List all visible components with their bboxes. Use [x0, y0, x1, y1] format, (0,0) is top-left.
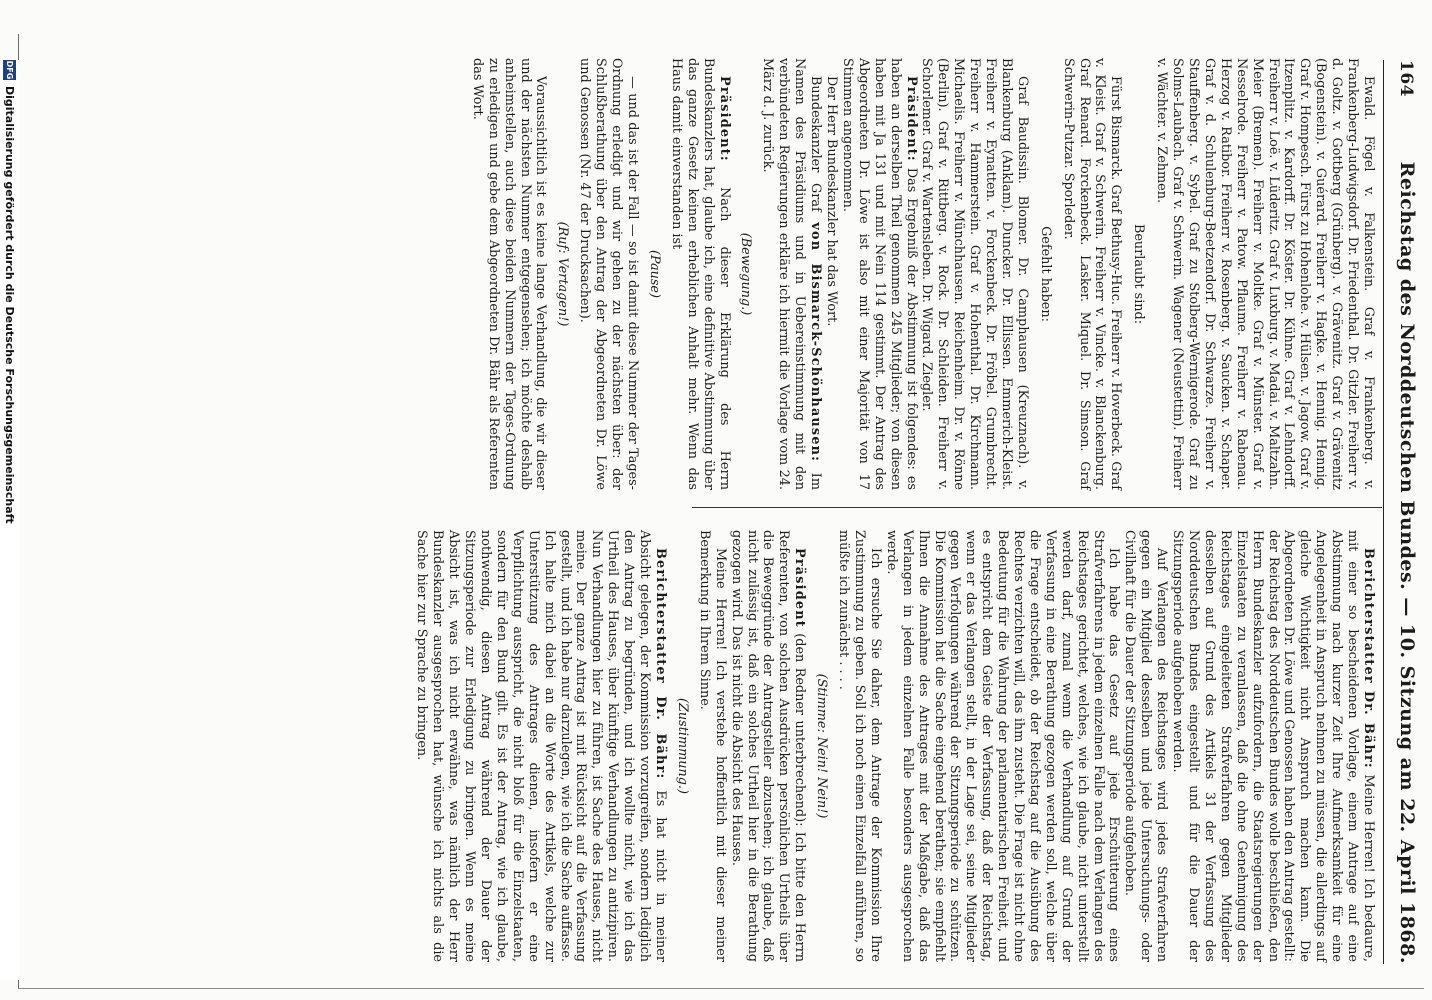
referent-intro-paragraph: Voraussichtlich ist es keine lange Verhandlung, die wir dieser und der nächsten Nummer entgegensehen; ich möchte deshalb anheimstellen, auch diese beiden Nummern der Tages-Ordnung zu erledigen und gebe dem Abgeordneten Dr. Bähr als Referenten das Wort.: [469, 58, 549, 490]
stage-direction: (Bewegung.): [738, 232, 754, 316]
stage-direction: (Stimme: Nein! Nein!): [814, 673, 830, 819]
page-header: [1383, 60, 1418, 964]
stage-direction: (Ruf: Vertagen!): [555, 221, 571, 327]
stage-direction: (Pause): [646, 249, 662, 299]
speaker-reporter: Berichterstatter Dr. Bähr:: [653, 548, 669, 780]
speaker-reporter: Berichterstatter Dr. Bähr:: [1361, 548, 1376, 769]
speaker-president: Präsident: [792, 548, 808, 628]
vote-names-list: Ewald. Fögel v. Falkenstein. Graf v. Frankenberg. v. Frankenberg-Ludwigsdorf. Dr. Friedenthal. Dr. Gitzler. Freiherr v. d. Goltz. v. Gottberg (Grünberg). v. Grävenitz. Graf v. Grävenitz (Bogenstein). v. Guérard. Freiherr v. Hagke. v. Hennig. Hennig. Graf v. Hompesch. Fürst zu Hohenlohe. v. Hülsen. v. Jagow. Graf v. Itzenplitz. v. Kardorff. Dr. Köster. Dr. Kühne. Graf v. Lehndorff. Freiherr v. Loë. v. Lüderitz. Graf v. Luxburg. v. Madai. v. Maltzahn. Meier (Bremen). Freiherr v. Moltke. Graf v. Münster. Graf v. Nesselrode. Freiherr v. Patow. Pflaume. Freiherr v. Rabenau. Herzog v. Ratibor. Freiherr v. Rosenberg. v. Saucken. v. Schaper. Graf v. d. Schulenburg-Beetzendorf. Dr. Schwarze. Freiherr v. Stauffenberg. v. Sybel. Graf zu Stolberg-Wernigerode. Graf zu Solms-Laubach. Graf v. Schwerin. Wagener (Neustettin). Freiherr v. Wächter. v. Zehmen.: [1154, 58, 1376, 490]
president-text: Nach dieser Erklärung des Herrn Bundeskanzlers hat, glaube ich, eine definitive Abstimmung über das ganze Gesetz keinen erheblichen Anhalt mehr. Wenn das Haus damit einverstanden ist: [668, 58, 732, 490]
president-interruption-text: (den Redner unterbrechend): Ich bitte den Herrn Referenten, von solchen Ausdrücken persönlichen Urtheils über die Beweggründe der Antragsteller abzusehen; ich glaube, daß nicht zulässig ist, daß ein solches Urtheil hier in die Berathung gezogen wird. Das ist nicht die Absicht des Hauses.: [728, 530, 808, 962]
reporter-text: Meine Herren! Ich bedaure, mit einer so bescheidenen Vorlage, einem Antrage auf eine Abstimmung nach kurzer Zeit Ihre Aufmerksamkeit für eine Angelegenheit in Anspruch nehmen zu müssen, die allerdings auf gleiche Wichtigkeit nicht Anspruch machen kann. Die Abgeordneten Dr. Löwe und Genossen haben den Antrag gestellt: der Reichstag des Norddeutschen Bundes wolle beschließen, den Herrn Bundeskanzler aufzufordern, die Staatsregierungen der Einzelstaaten zu veranlassen, daß die ohne Genehmigung des Reichstages eingeleiteten Strafverfahren gegen Mitglieder desselben auf Grund des Artikels 31 der Verfassung des Norddeutschen Bundes eingestellt und für die Dauer der Sitzungsperiode aufgehoben werden.: [1170, 530, 1376, 962]
page-number: 164: [1396, 60, 1416, 97]
article-quote: Auf Verlangen des Reichstages wird jedes Strafverfahren gegen ein Mitglied desselben und jede Untersuchungs- oder Civilhaft für die Dauer der Sitzungsperiode aufgehoben.: [1122, 530, 1170, 962]
chancellor-paragraph: [759, 58, 823, 490]
president-result-paragraph: [839, 58, 919, 490]
chancellor-statement: Im Namen des Präsidiums und in Uebereinstimmung mit den verbündeten Regierungen erkläre ich hiermit die Vorlage vom 24. März d. J. zurück.: [760, 58, 824, 490]
reporter-paragraph: [1169, 530, 1376, 962]
missing-names-list: Graf Baudissin. Blomer. Dr. Camphausen (Kreuznach). v. Blankenburg (Anklam). Duncker. Dr. Ellissen. Emmerich-Kleist. Freiherr v. Eynatten. v. Forckenbeck. Dr. Fröbel. Grumbrecht. Freiherr v. Hammerstein. Graf v. Hohenthal. Dr. Kirchmann. Michaelis. Freiherr v. Münchhausen. Reichenheim. Dr. v. Rönne (Berlin). Graf v. Rittberg. v. Rock. Dr. Schleiden. Freiherr v. Schorlemer. Graf v. Wartensleben. Dr. Wigard. Ziegler.: [919, 58, 1030, 490]
absent-names-list: Fürst Bismarck. Graf Bethusy-Huc. Freiherr v. Hoverbeck. Graf v. Kleist. Graf v. Schwerin. Freiherr v. Vincke. v. Blanckenburg. Graf Renard. Forckenbeck. Lasker. Miquel. Dr. Simson. Graf Schwerin-Putzar. Sporleder.: [1060, 58, 1124, 490]
vote-result-text: Das Ergebniß der Abstimmung ist folgendes: es haben an derselben Theil genommen 245 Mitglieder; von diesen haben mit Ja 131 und mit Nein 114 gestimmt. Der Antrag des Abgeordneten Dr. Löwe ist also mit einer Majorität von 17 Stimmen angenommen.: [839, 58, 919, 490]
left-column: [469, 58, 1376, 490]
column-divider: [692, 507, 1382, 508]
reporter-reply-text: Es hat nicht in meiner Absicht gelegen, der Kommission vorzugreifen, sondern lediglich den Antrag zu begründen, und ich wollte nicht, wie ich das Urtheil des Hauses, über künftige Verhandlungen zu antizipiren. Nun Verhandlungen hier zu führen, ist Sache des Hauses, nicht meine. Der ganze Antrag ist mit Rücksicht auf die Verfassung gestellt, und ich habe nur darzulegen, wie ich die Sache auffasse. Ich halte mich dabei an die Worte des Artikels, welche zur Unterstützung des Antrages dienen, insofern er eine Verpflichtung ausspricht, die nicht bloß für die Einzelstaaten, sondern für den Bund gilt. Es ist der Antrag, wie ich glaube, nothwendig, diesen Antrag während der Dauer der Sitzungsperiode zur Erledigung zu bringen. Wenn es meine Absicht ist, was ich nicht erwähne, was nämlich der Herr Bundeskanzler ausgesprochen hat, wünsche ich nichts als die Sache hier zur Sprache zu bringen.: [414, 530, 669, 962]
reporter-argument: Ich habe das Gesetz auf jede Erschütterung eines Strafverfahrens in jedem einzelnen Falle nach dem Verlangen des Reichstages gerichtet, welches, wie ich glaube, nicht unterstellt werden darf, zumal wenn die Verhandlung auf Grund der Verfassung in eine Berathung gezogen werden soll, welche über die Frage entscheidet, ob der Reichstag auf die Ausübung des Rechtes verzichten will, das ihm zusteht. Die Frage ist nicht ohne Bedeutung für die Wahrung der parlamentarischen Freiheit, und es entspricht dem Geiste der Verfassung, daß der Reichstag, wenn er das Verlangen stellt, in der Lage sei, seine Mitglieder gegen Verfolgungen während der Sitzungsperiode zu schützen. Die Kommission hat die Sache eingehend berathen; sie empfiehlt Ihnen die Annahme des Antrages mit der Maßgabe, daß das Verlangen in jedem einzelnen Falle besonders ausgesprochen werde.: [883, 530, 1122, 962]
speaker-president: Präsident:: [716, 76, 732, 162]
speaker-president: Präsident:: [903, 76, 919, 162]
chancellor-floor-text: Der Herr Bundeskanzler hat das Wort.: [824, 76, 839, 327]
president-paragraph: [668, 58, 732, 490]
stage-direction: (Zustimmung.): [674, 698, 690, 794]
page-title: Reichstag des Norddeutschen Bundes. — 10. Sitzung am 22. April 1868.: [1396, 161, 1418, 964]
reporter-reply: [414, 530, 669, 962]
right-column: [414, 530, 1376, 962]
digitization-credit: [0, 60, 20, 980]
agenda-paragraph: — und das ist der Fall — so ist damit diese Nummer der Tages-Ordnung erledigt und wir gehen zu der nächsten über: der Schlußberathung über den Antrag der Abgeordneten Dr. Löwe und Genossen (Nr. 47 der Drucksachen).: [577, 58, 641, 490]
credit-text: Digitalisierung gefördert durch die Deutsche Forschungsgemeinschaft: [3, 86, 17, 524]
dfg-logo: DFG: [5, 60, 15, 80]
chancellor-title: Bundeskanzler Graf: [808, 76, 824, 212]
president-remark: Meine Herren! Ich verstehe hoffentlich mit dieser meiner Bemerkung in Ihrem Sinne.: [696, 530, 728, 962]
reporter-closing: Ich ersuche Sie daher, dem Antrage der Kommission Ihre Zustimmung zu geben. Soll ich noch einen Einzelfall anführen, so müßte ich zunächst . . . .: [836, 530, 883, 962]
missing-heading: Gefehlt haben:: [1037, 226, 1053, 322]
president-interruption: [728, 530, 808, 962]
speaker-chancellor: von Bismarck-Schönhausen:: [808, 222, 824, 463]
absent-heading: Beurlaubt sind:: [1131, 223, 1147, 325]
